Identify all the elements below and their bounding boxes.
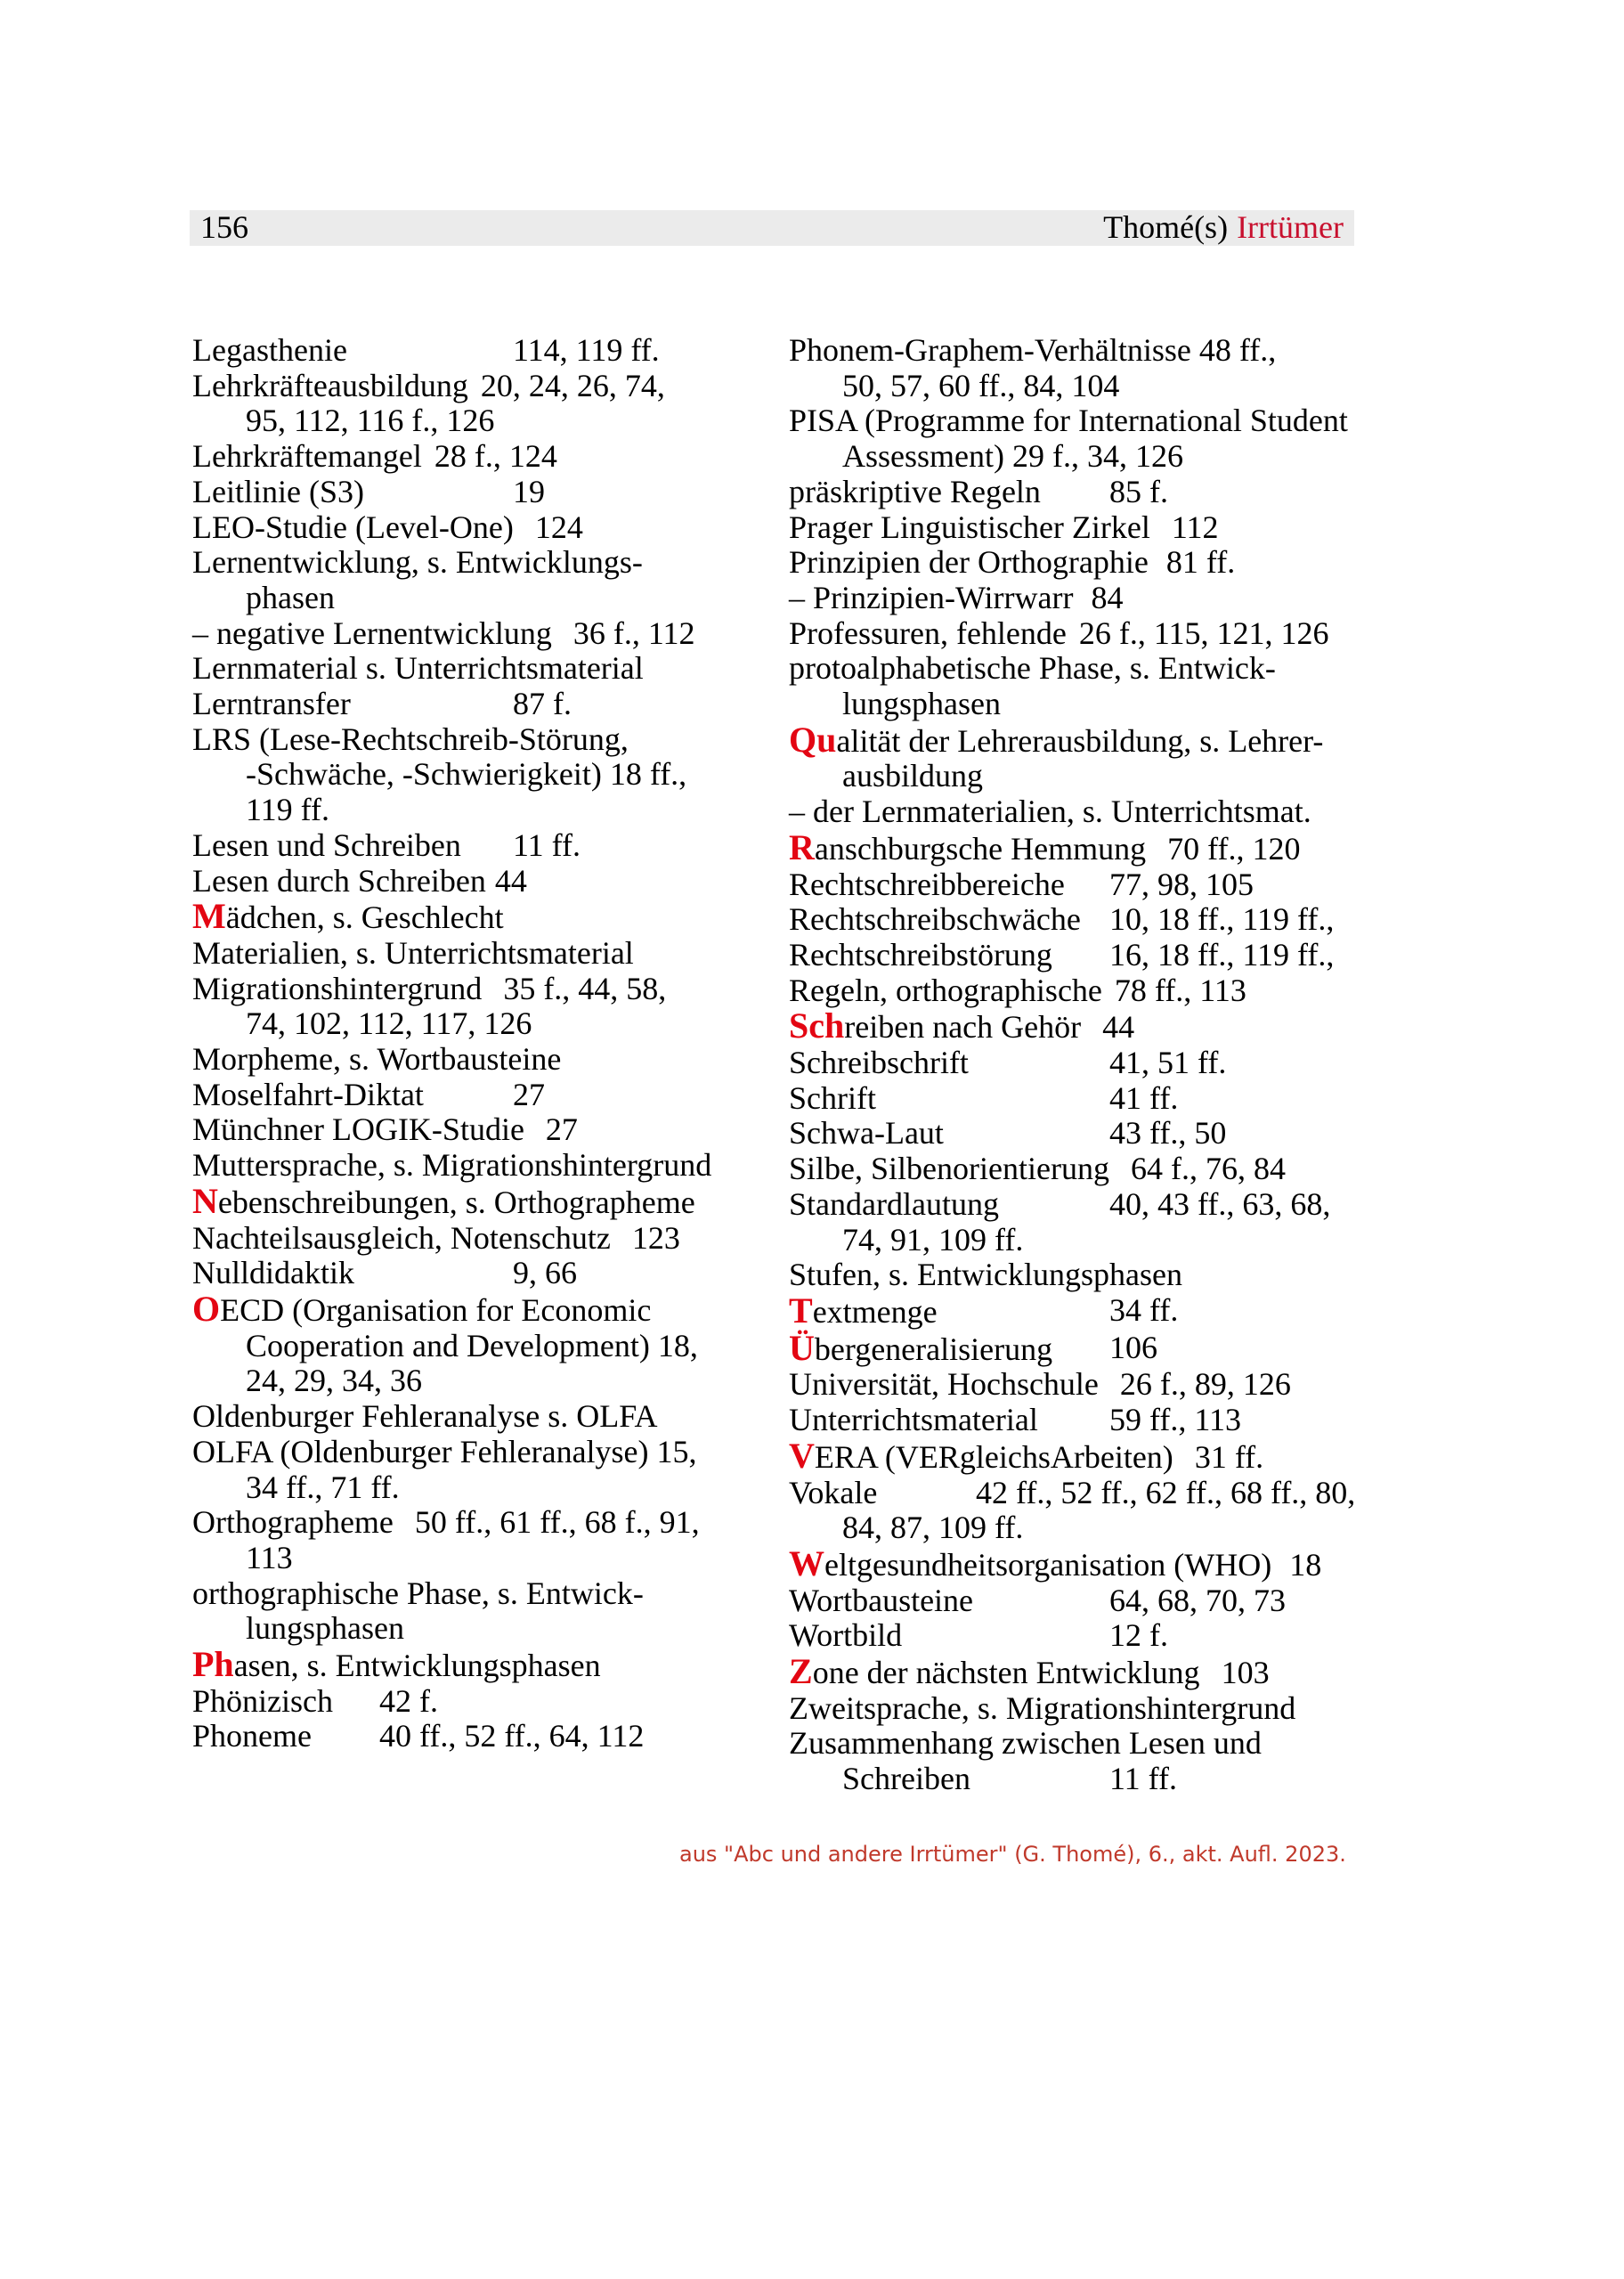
index-entry-term: Mädchen, s. Geschlecht: [192, 896, 504, 937]
index-entry: [789, 1726, 1394, 1762]
index-entry-term: Muttersprache, s. Migrationshintergrund: [192, 1147, 712, 1184]
index-entry-pages: 27: [513, 1076, 545, 1112]
index-entry-term: Weltgesundheitsorganisation (WHO): [789, 1542, 1272, 1583]
index-entry-term: Migrationshintergrund: [192, 970, 483, 1006]
index-entry: [789, 651, 1394, 687]
index-entry-term: VERA (VERgleichsArbeiten): [789, 1435, 1173, 1476]
index-entry-term: Schreibschrift: [789, 1045, 969, 1081]
index-entry-pages: 41 ff.: [1109, 1079, 1179, 1116]
index-entry-pages: 87 f.: [513, 686, 572, 722]
section-initial-letter: O: [192, 1288, 221, 1329]
index-entry-term: Standardlautung: [789, 1185, 999, 1222]
index-entry-pages: 20, 24, 26, 74,: [480, 367, 665, 403]
index-entry: [789, 1290, 1394, 1331]
index-entry-continuation: 50, 57, 60 ff., 84, 104: [842, 367, 1120, 403]
index-entry: [192, 1399, 762, 1435]
index-entry: [192, 864, 762, 899]
index-entry: [789, 1223, 1394, 1258]
index-entry: [789, 687, 1394, 722]
index-entry-continuation: 113: [246, 1539, 293, 1575]
index-entry-pages: 11 ff.: [513, 826, 581, 863]
index-entry-pages: 31 ff.: [1194, 1438, 1264, 1475]
index-entry: [192, 1505, 762, 1541]
index-entry-term: Orthographeme: [192, 1504, 394, 1541]
index-entry-continuation: 24, 29, 34, 36: [246, 1363, 422, 1399]
index-entry: [789, 510, 1394, 546]
index-entry: [192, 1042, 762, 1078]
index-entry-term: – negative Lernentwicklung: [192, 615, 552, 651]
index-entry: [192, 972, 762, 1007]
index-entry-pages: 36 f., 112: [572, 615, 695, 651]
index-entry-term: Unterrichtsmaterial: [789, 1402, 1038, 1438]
index-entry: [789, 826, 1394, 867]
index-entry-pages: 123: [631, 1219, 680, 1256]
index-entry-term: Materialien, s. Unterrichtsmaterial: [192, 934, 634, 971]
index-entry-continuation: 74, 102, 112, 117, 126: [246, 1005, 532, 1042]
index-entry-pages: 34 ff.: [1109, 1291, 1179, 1328]
section-initial-letter: M: [192, 896, 226, 937]
index-entry-continuation: Schreiben: [842, 1761, 970, 1797]
index-entry: [192, 828, 762, 864]
index-entry-pages: 18: [1289, 1546, 1322, 1583]
index-entry-pages: 9, 66: [513, 1255, 577, 1291]
index-entry: [789, 403, 1394, 439]
index-entry-term: Morpheme, s. Wortbausteine: [192, 1041, 562, 1078]
index-entry-pages: 106: [1109, 1329, 1157, 1365]
index-entry-term: Schwa-Laut: [789, 1115, 944, 1152]
index-entry-term: Prinzipien der Orthographie: [789, 544, 1149, 581]
index-entry-pages: 41, 51 ff.: [1109, 1045, 1227, 1081]
index-entry-term: Phönizisch: [192, 1682, 333, 1719]
index-entry-pages: 84: [1091, 579, 1124, 615]
section-initial-letter: T: [789, 1290, 813, 1331]
index-entry: [789, 1762, 1394, 1797]
index-entry-term: Nulldidaktik: [192, 1255, 354, 1291]
index-entry: [192, 1148, 762, 1184]
running-head: [1103, 208, 1344, 247]
index-entry-term: Zone der nächsten Entwicklung: [789, 1651, 1200, 1692]
index-entry: [789, 1691, 1394, 1727]
index-entry: [789, 545, 1394, 581]
index-entry-term: orthographische Phase, s. Entwick-: [192, 1575, 644, 1611]
index-entry: [192, 1470, 762, 1506]
index-entry-pages: 114, 119 ff.: [513, 332, 660, 368]
index-entry: [192, 475, 762, 510]
index-entry: [789, 475, 1394, 510]
index-entry: [192, 616, 762, 652]
index-entry: [192, 1288, 762, 1329]
index-entry-pages: 64 f., 76, 84: [1130, 1151, 1286, 1187]
index-entry-term: Universität, Hochschule: [789, 1366, 1099, 1403]
index-entry: [789, 1618, 1394, 1654]
index-entry: [192, 510, 762, 546]
index-entry: [789, 867, 1394, 903]
index-entry: [789, 1435, 1394, 1476]
index-entry-term: Schrift: [789, 1079, 876, 1116]
index-entry-pages: 27: [545, 1111, 578, 1148]
index-entry: [192, 1435, 762, 1470]
index-entry-term: Phoneme: [192, 1718, 312, 1754]
index-entry-term: Rechtschreibstörung: [789, 936, 1052, 973]
index-entry: [192, 545, 762, 581]
index-entry-pages: 40, 43 ff., 63, 68,: [1109, 1185, 1331, 1222]
index-entry-term: Lehrkräfteausbildung: [192, 367, 468, 403]
index-entry-pages: 10, 18 ff., 119 ff.,: [1109, 901, 1335, 938]
index-entry-term: Qualität der Lehrerausbildung, s. Lehrer-: [789, 719, 1324, 760]
index-entry-term: Phasen, s. Entwicklungsphasen: [192, 1644, 601, 1685]
index-entry-continuation: 74, 91, 109 ff.: [842, 1221, 1024, 1258]
index-entry-term: Lesen und Schreiben: [192, 826, 461, 863]
section-initial-letter: Qu: [789, 719, 837, 760]
index-entry: [192, 1541, 762, 1576]
index-entry: [789, 1081, 1394, 1117]
index-entry-pages: 44: [494, 862, 527, 899]
index-entry: [789, 794, 1394, 830]
index-entry: [789, 902, 1394, 938]
index-entry-term: Moselfahrt-Diktat: [192, 1076, 424, 1112]
index-entry-pages: 43 ff., 50: [1109, 1115, 1227, 1152]
index-entry: [789, 938, 1394, 973]
index-entry: [192, 1078, 762, 1113]
index-entry-term: protoalphabetische Phase, s. Entwick-: [789, 650, 1276, 687]
index-entry-pages: 112: [1171, 509, 1219, 545]
index-entry: [789, 616, 1394, 652]
index-entry-continuation: lungsphasen: [246, 1610, 404, 1647]
index-entry-term: Stufen, s. Entwicklungsphasen: [789, 1257, 1182, 1293]
index-entry-term: Phonem-Graphem-Verhältnisse 48 ff.,: [789, 332, 1277, 368]
index-entry-pages: 59 ff., 113: [1109, 1402, 1241, 1438]
index-entry-pages: 50 ff., 61 ff., 68 f., 91,: [414, 1504, 700, 1541]
index-entry-term: Wortbild: [789, 1617, 903, 1654]
index-entry: [192, 1221, 762, 1257]
index-entry-term: Rechtschreibschwäche: [789, 901, 1081, 938]
index-entry: [192, 1611, 762, 1647]
index-entry-term: Professuren, fehlende: [789, 615, 1067, 651]
index-entry-pages: 44: [1102, 1009, 1135, 1046]
index-entry-pages: 16, 18 ff., 119 ff.,: [1109, 936, 1335, 973]
index-entry-term: Münchner LOGIK-Studie: [192, 1111, 524, 1148]
index-entry: [789, 439, 1394, 475]
index-entry-term: Textmenge: [789, 1290, 938, 1331]
index-entry-term: LEO-Studie (Level-One): [192, 509, 514, 545]
index-entry: [789, 719, 1394, 760]
index-entry: [192, 369, 762, 404]
index-entry-term: PISA (Programme for International Student: [789, 403, 1348, 439]
index-entry-continuation: phasen: [246, 579, 335, 615]
index-entry-term: Regeln, orthographische: [789, 972, 1102, 1008]
index-entry: [789, 759, 1394, 794]
page-number: 156: [200, 209, 248, 245]
index-entry: [192, 1180, 762, 1221]
index-entry: [789, 333, 1394, 369]
index-entry: [789, 1116, 1394, 1152]
section-initial-letter: W: [789, 1542, 824, 1583]
index-entry-pages: 11 ff.: [1109, 1761, 1177, 1797]
index-entry: [192, 722, 762, 758]
index-entry: [789, 1476, 1394, 1511]
index-entry-continuation: Cooperation and Development) 18,: [246, 1327, 698, 1363]
index-entry-term: Nebenschreibungen, s. Orthographeme: [192, 1180, 695, 1221]
index-entry-term: Rechtschreibbereiche: [789, 866, 1065, 902]
index-entry-term: Oldenburger Fehleranalyse s. OLFA: [192, 1398, 658, 1435]
index-entry: [192, 1684, 762, 1720]
index-entry: [192, 687, 762, 722]
index-entry: [789, 1403, 1394, 1438]
running-title-accent: Irrtümer: [1237, 209, 1344, 245]
index-entry-continuation: lungsphasen: [842, 686, 1001, 722]
index-entry-pages: 28 f., 124: [434, 438, 557, 475]
index-entry: [192, 651, 762, 687]
index-entry: [789, 1542, 1394, 1583]
index-column-right: [789, 333, 1394, 1797]
index-entry-pages: 40 ff., 52 ff., 64, 112: [379, 1718, 645, 1754]
index-entry: [192, 793, 762, 828]
index-entry-pages: 81 ff.: [1165, 544, 1236, 581]
index-entry: [789, 1367, 1394, 1403]
index-entry: [192, 1006, 762, 1042]
section-initial-letter: R: [789, 826, 815, 867]
index-entry: [192, 581, 762, 616]
index-entry-term: – Prinzipien-Wirrwarr: [789, 579, 1074, 615]
index-entry: [789, 1327, 1394, 1368]
section-initial-letter: V: [789, 1435, 815, 1476]
index-entry-term: Legasthenie: [192, 332, 347, 368]
index-entry-continuation: ausbildung: [842, 758, 983, 794]
index-entry: [192, 1576, 762, 1612]
index-entry-term: OECD (Organisation for Economic: [192, 1288, 652, 1329]
index-entry-term: Silbe, Silbenorientierung: [789, 1151, 1109, 1187]
index-entry-pages: 103: [1221, 1655, 1270, 1691]
index-entry-pages: 12 f.: [1109, 1617, 1168, 1654]
index-entry-continuation: 119 ff.: [246, 792, 329, 828]
index-entry-pages: 64, 68, 70, 73: [1109, 1582, 1286, 1618]
index-entry: [192, 1112, 762, 1148]
index-entry-term: LRS (Lese-Rechtschreib-Störung,: [192, 720, 629, 757]
index-entry-term: Schreiben nach Gehör: [789, 1005, 1082, 1046]
index-entry: [192, 1719, 762, 1754]
index-entry: [192, 1256, 762, 1291]
index-entry-pages: 26 f., 115, 121, 126: [1078, 615, 1329, 651]
index-entry-term: Lernmaterial s. Unterrichtsmaterial: [192, 650, 644, 687]
source-note: aus "Abc und andere Irrtümer" (G. Thomé), 6., akt. Aufl. 2023.: [679, 1842, 1346, 1867]
index-entry: [192, 757, 762, 793]
index-entry-continuation: Assessment) 29 f., 34, 126: [842, 438, 1183, 475]
index-entry-term: Übergeneralisierung: [789, 1327, 1053, 1368]
section-initial-letter: Ü: [789, 1327, 815, 1368]
index-column-left: [192, 333, 762, 1754]
index-entry-term: Vokale: [789, 1474, 878, 1510]
index-entry-continuation: -Schwäche, -Schwierigkeit) 18 ff.,: [246, 756, 687, 793]
index-entry-pages: 78 ff., 113: [1114, 972, 1246, 1008]
index-entry-term: Ranschburgsche Hemmung: [789, 826, 1147, 867]
index-entry: [192, 1363, 762, 1399]
index-entry-term: Lehrkräftemangel: [192, 438, 422, 475]
index-entry: [192, 439, 762, 475]
running-title: Thomé(s): [1103, 209, 1229, 245]
section-initial-letter: Z: [789, 1651, 813, 1692]
index-entry-term: Wortbausteine: [789, 1582, 974, 1618]
index-entry-term: OLFA (Oldenburger Fehleranalyse) 15,: [192, 1433, 697, 1469]
index-entry: [789, 1046, 1394, 1081]
index-entry-term: Prager Linguistischer Zirkel: [789, 509, 1150, 545]
index-entry: [789, 581, 1394, 616]
index-entry: [789, 369, 1394, 404]
index-entry: [789, 1651, 1394, 1692]
index-entry: [789, 1187, 1394, 1223]
index-entry: [192, 896, 762, 937]
index-entry-term: Lernentwicklung, s. Entwicklungs-: [192, 544, 643, 581]
index-entry-pages: 26 f., 89, 126: [1119, 1366, 1291, 1403]
index-entry: [789, 1152, 1394, 1187]
index-entry-continuation: 34 ff., 71 ff.: [246, 1469, 400, 1505]
index-entry-term: Leitlinie (S3): [192, 473, 364, 509]
index-entry: [789, 1258, 1394, 1293]
index-entry-term: präskriptive Regeln: [789, 473, 1041, 509]
index-entry-term: Nachteilsausgleich, Notenschutz: [192, 1219, 611, 1256]
index-entry: [192, 1644, 762, 1685]
index-entry-term: Lesen durch Schreiben: [192, 862, 486, 899]
section-initial-letter: N: [192, 1180, 218, 1221]
index-entry-continuation: 95, 112, 116 f., 126: [246, 403, 495, 439]
index-entry-pages: 85 f.: [1109, 473, 1168, 509]
index-entry: [789, 1510, 1394, 1546]
index-entry-term: Zweitsprache, s. Migrationshintergrund: [789, 1689, 1296, 1726]
index-entry: [192, 403, 762, 439]
section-initial-letter: Sch: [789, 1005, 845, 1046]
index-entry: [192, 1329, 762, 1364]
index-entry: [789, 1583, 1394, 1619]
section-initial-letter: Ph: [192, 1644, 234, 1685]
index-entry: [192, 333, 762, 369]
index-entry-term: – der Lernmaterialien, s. Unterrichtsmat.: [789, 794, 1311, 830]
index-entry-term: Zusammenhang zwischen Lesen und: [789, 1725, 1262, 1762]
index-entry: [789, 1005, 1394, 1046]
index-entry: [789, 973, 1394, 1009]
index-entry-pages: 70 ff., 120: [1167, 830, 1301, 867]
index-entry-pages: 124: [534, 509, 583, 545]
index-entry-pages: 35 f., 44, 58,: [503, 970, 667, 1006]
index-entry-pages: 42 f.: [379, 1682, 438, 1719]
index-entry: [192, 936, 762, 972]
index-entry-pages: 19: [513, 473, 545, 509]
index-entry-continuation: 84, 87, 109 ff.: [842, 1510, 1024, 1546]
index-entry-pages: 77, 98, 105: [1109, 866, 1254, 902]
index-entry-term: Lerntransfer: [192, 686, 351, 722]
index-entry-pages: 42 ff., 52 ff., 62 ff., 68 ff., 80,: [976, 1474, 1356, 1510]
